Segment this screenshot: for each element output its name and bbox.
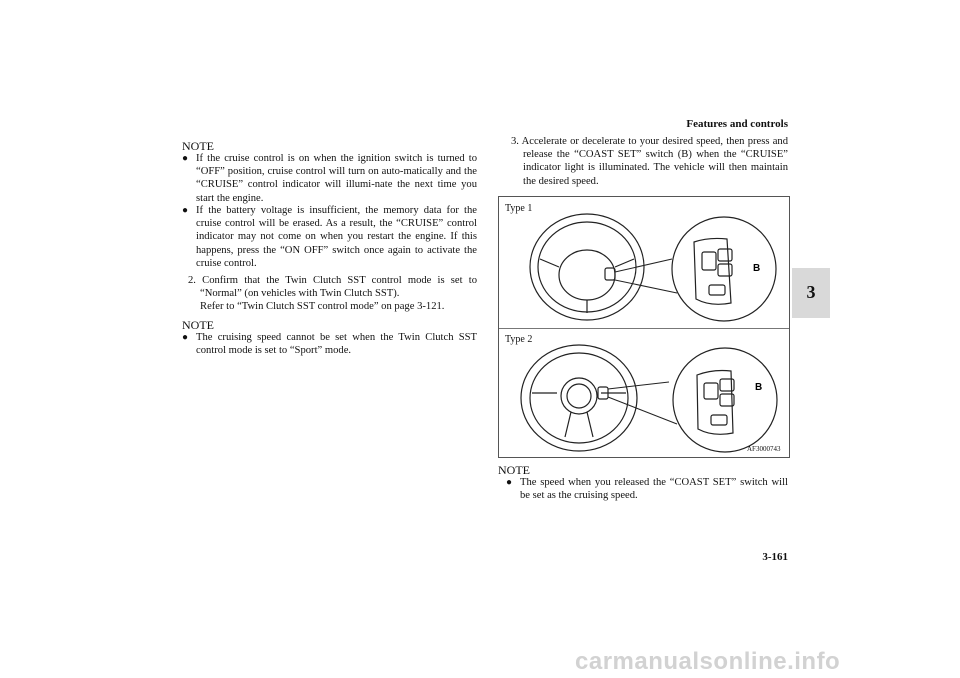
- step-2-reference: Refer to “Twin Clutch SST control mode” on page 3-121.: [200, 301, 445, 312]
- note-text: If the battery voltage is insufficient, the memory data for the cruise control will be erased. As a result, the “CRUISE” control indicator may not come on when you restart the engine. If this happens, press the “ON OFF” switch once again to activate the cruise control.: [196, 205, 477, 269]
- type2-label: Type 2: [505, 334, 533, 345]
- note-text: The cruising speed cannot be set when the Twin Clutch SST control mode is set to “Sport” mode.: [196, 332, 477, 357]
- note-label: NOTE: [182, 139, 214, 153]
- note-bullet: [182, 331, 477, 357]
- steering-wheel-type2: [521, 345, 637, 451]
- steering-switch-figure: [498, 196, 790, 458]
- steering-wheel-illustration: [499, 197, 789, 457]
- figure-code: AF3000743: [747, 445, 781, 453]
- page-number: 3-161: [762, 551, 788, 563]
- switch-zoom-type1: [672, 217, 776, 321]
- callout-b-type2: B: [755, 382, 763, 393]
- type1-label: Type 1: [505, 203, 533, 214]
- bullet-icon: ●: [506, 477, 513, 488]
- chapter-tab-number: 3: [806, 282, 816, 302]
- note-bullet: [506, 476, 788, 502]
- bullet-icon: ●: [182, 205, 189, 216]
- bullet-icon: ●: [182, 332, 189, 343]
- step-3: 3. Accelerate or decelerate to your desired speed, then press and release the “COAST SET” switch (B) when the “CRUISE” indicator light is illuminated. The vehicle will then maintain the desired speed.: [511, 136, 788, 187]
- note-bullet: [182, 152, 477, 205]
- watermark: carmanualsonline.info: [575, 648, 841, 675]
- bullet-icon: ●: [182, 153, 189, 164]
- note-text: If the cruise control is on when the ignition switch is turned to “OFF” position, cruise control will turn on auto-matically and the “CRUISE” control indicator will illumi-nate the next time you start the engine.: [196, 153, 477, 204]
- note-label: NOTE: [182, 318, 214, 332]
- switch-zoom-type2: [673, 348, 777, 452]
- note-label: NOTE: [498, 463, 530, 477]
- note-text: The speed when you released the “COAST SET” switch will be set as the cruising speed.: [520, 477, 788, 502]
- note-bullet: [182, 204, 477, 270]
- step-2: 2. Confirm that the Twin Clutch SST control mode is set to “Normal” (on vehicles with Twin Clutch SST).: [188, 275, 477, 300]
- callout-b-type1: B: [753, 263, 761, 274]
- page-header: Features and controls: [686, 118, 788, 130]
- steering-wheel-type1: [530, 214, 644, 320]
